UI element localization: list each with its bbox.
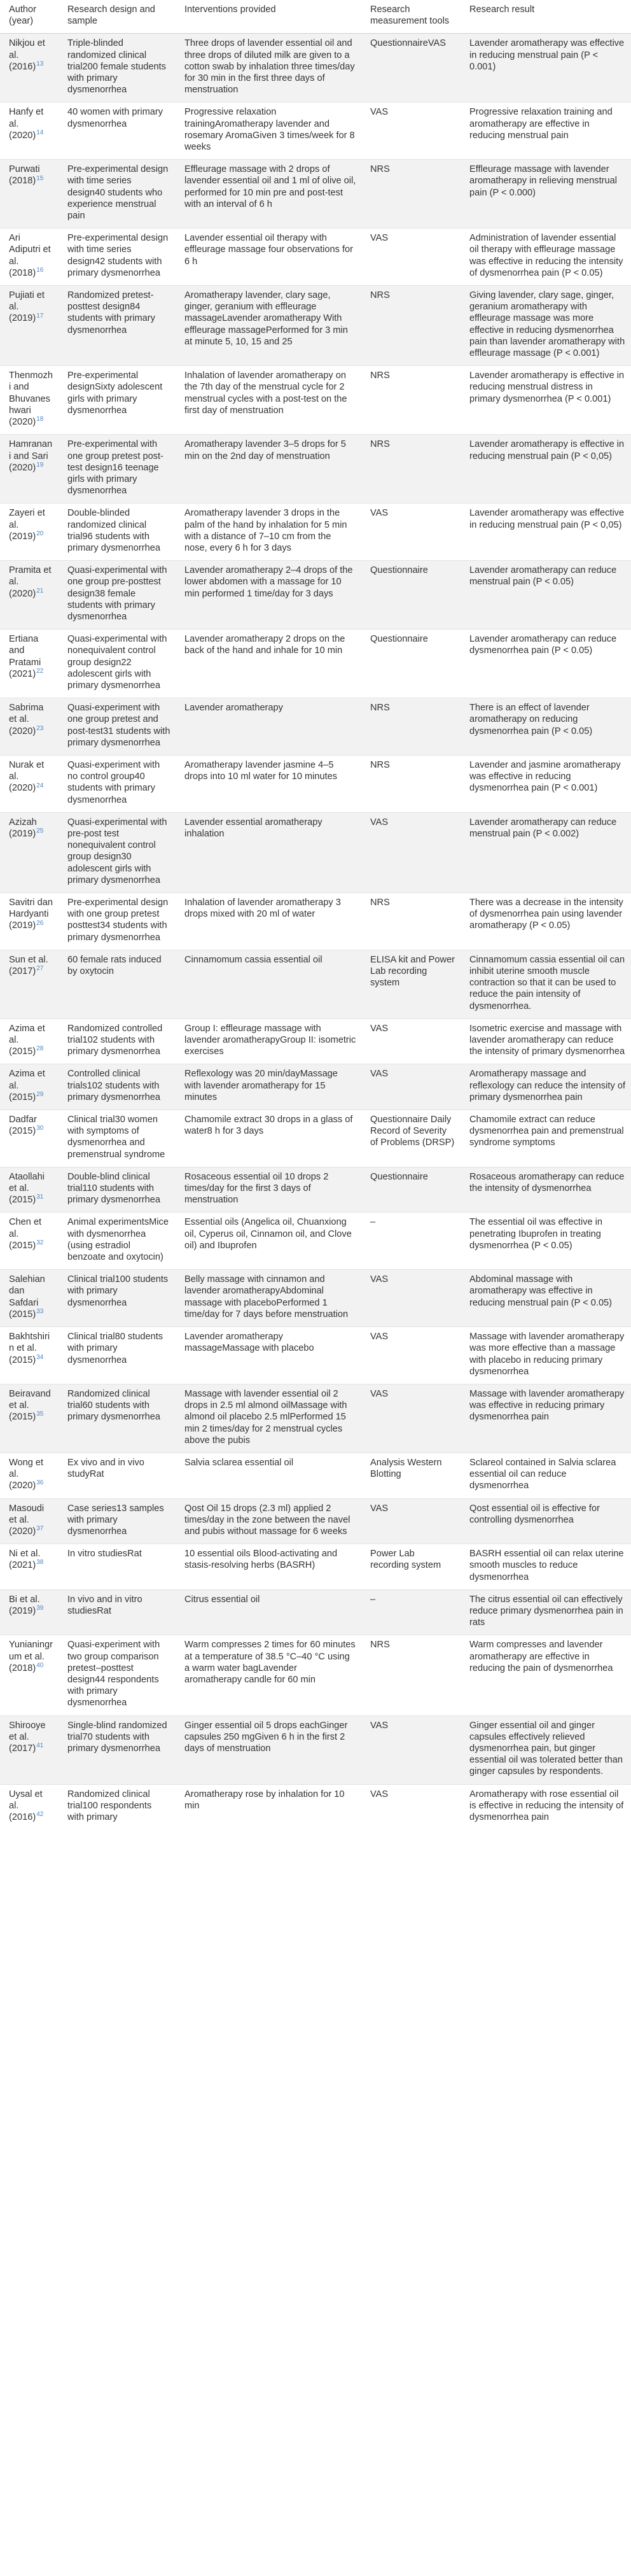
cell-tools: NRS <box>361 755 461 812</box>
cell-design: Pre-experimental design with one group pretest posttest34 students with primary dysmenorrhea <box>59 893 176 950</box>
author-text: Ertiana and Pratami (2021) <box>9 634 41 679</box>
cell-design: Randomized clinical trial60 students with primary dysmenorrhea <box>59 1384 176 1453</box>
table-row <box>0 160 631 229</box>
cell-interventions: Group I: effleurage massage with lavender aromatherapyGroup II: isometric exercises <box>176 1018 361 1064</box>
cell-result: Massage with lavender aromatherapy was effective in reducing primary dysmenorrhea pain <box>461 1384 631 1453</box>
table-row <box>0 1784 631 1829</box>
table-row <box>0 630 631 698</box>
cell-tools: Questionnaire <box>361 1167 461 1213</box>
cell-author <box>0 286 59 366</box>
cell-author <box>0 698 59 756</box>
reference-link[interactable]: 30 <box>36 1125 44 1132</box>
cell-design: Randomized controlled trial102 students with primary dysmenorrhea <box>59 1018 176 1064</box>
author-text: Yunianingrum et al. (2018) <box>9 1640 53 1673</box>
author-text: Hamranani and Sari (2020) <box>9 439 53 473</box>
reference-link[interactable]: 25 <box>36 827 44 835</box>
reference-link[interactable]: 21 <box>36 587 44 595</box>
header-design: Research design and sample <box>59 0 176 34</box>
cell-design: Double-blind clinical trial110 students with primary dysmenorrhea <box>59 1167 176 1213</box>
cell-author <box>0 1498 59 1544</box>
cell-author <box>0 1589 59 1635</box>
author-text: Nikjou et al. (2016) <box>9 38 45 72</box>
cell-interventions: Aromatherapy lavender 3–5 drops for 5 min on the 2nd day of menstruation <box>176 435 361 503</box>
table-row <box>0 1453 631 1498</box>
cell-author <box>0 34 59 102</box>
cell-author <box>0 561 59 630</box>
cell-author <box>0 1453 59 1498</box>
cell-tools: – <box>361 1589 461 1635</box>
table-row <box>0 1213 631 1270</box>
table-header <box>0 0 631 34</box>
cell-interventions: Cinnamomum cassia essential oil <box>176 950 361 1018</box>
cell-design: Clinical trial80 students with primary dysmenorrhea <box>59 1327 176 1384</box>
author-text: Bi et al. (2019) <box>9 1594 40 1616</box>
cell-author <box>0 950 59 1018</box>
table-row <box>0 1110 631 1167</box>
cell-interventions: Essential oils (Angelica oil, Chuanxiong oil, Cyperus oil, Cinnamon oil, and Clove oil) and Ibuprofen <box>176 1213 361 1270</box>
author-text: Shirooye et al. (2017) <box>9 1720 46 1754</box>
table-row <box>0 698 631 756</box>
cell-design: Clinical trial100 students with primary dysmenorrhea <box>59 1270 176 1327</box>
cell-design: Controlled clinical trials102 students with primary dysmenorrhea <box>59 1064 176 1110</box>
reference-link[interactable]: 16 <box>36 267 44 274</box>
cell-interventions: Lavender aromatherapy massageMassage with placebo <box>176 1327 361 1384</box>
cell-design: Pre-experimental design with time series design42 students with primary dysmenorrhea <box>59 229 176 286</box>
cell-tools: Power Lab recording system <box>361 1544 461 1590</box>
reference-link[interactable]: 28 <box>36 1045 44 1053</box>
author-text: Bakhtshirin et al. (2015) <box>9 1332 50 1365</box>
author-text: Azima et al. (2015) <box>9 1023 45 1057</box>
cell-result: Progressive relaxation training and aromatherapy are effective in reducing menstrual pain <box>461 102 631 160</box>
cell-interventions: Ginger essential oil 5 drops eachGinger capsules 250 mgGiven 6 h in the first 2 days of menstruation <box>176 1715 361 1784</box>
table-row <box>0 1635 631 1715</box>
reference-link[interactable]: 18 <box>36 416 44 423</box>
cell-author <box>0 1784 59 1829</box>
table-row <box>0 1270 631 1327</box>
cell-result: Lavender aromatherapy can reduce menstrual pain (P < 0.002) <box>461 812 631 892</box>
cell-design: Animal experimentsMice with dysmenorrhea (using estradiol benzoate and oxytocin) <box>59 1213 176 1270</box>
reference-link[interactable]: 20 <box>36 530 44 537</box>
author-text: Dadfar (2015) <box>9 1115 37 1137</box>
cell-interventions: Citrus essential oil <box>176 1589 361 1635</box>
cell-author <box>0 630 59 698</box>
reference-link[interactable]: 29 <box>36 1090 44 1098</box>
cell-author <box>0 1167 59 1213</box>
reference-link[interactable]: 34 <box>36 1353 44 1361</box>
cell-tools: NRS <box>361 366 461 435</box>
cell-design: Ex vivo and in vivo studyRat <box>59 1453 176 1498</box>
reference-link[interactable]: 32 <box>36 1239 44 1247</box>
cell-design: Case series13 samples with primary dysmenorrhea <box>59 1498 176 1544</box>
author-text: Uysal et al. (2016) <box>9 1789 43 1822</box>
table-row <box>0 1498 631 1544</box>
cell-result: Warm compresses and lavender aromatherapy are effective in reducing the pain of dysmenorrhea <box>461 1635 631 1715</box>
cell-tools: VAS <box>361 503 461 561</box>
cell-tools: NRS <box>361 435 461 503</box>
header-tools: Research measurement tools <box>361 0 461 34</box>
cell-interventions: Belly massage with cinnamon and lavender aromatherapyAbdominal massage with placeboPerformed 1 time/day for 7 days before menstruation <box>176 1270 361 1327</box>
cell-design: In vivo and in vitro studiesRat <box>59 1589 176 1635</box>
author-text: Salehian dan Safdari (2015) <box>9 1274 45 1320</box>
table-row <box>0 812 631 892</box>
table-row <box>0 1327 631 1384</box>
table-row <box>0 1167 631 1213</box>
cell-result: Abdominal massage with aromatherapy was effective in reducing menstrual pain (P < 0.05) <box>461 1270 631 1327</box>
cell-tools: VAS <box>361 1018 461 1064</box>
table-row <box>0 366 631 435</box>
cell-author <box>0 102 59 160</box>
cell-tools: Questionnaire <box>361 561 461 630</box>
author-text: Azizah (2019) <box>9 817 37 839</box>
cell-tools: VAS <box>361 1327 461 1384</box>
cell-design: In vitro studiesRat <box>59 1544 176 1590</box>
cell-tools: VAS <box>361 1270 461 1327</box>
cell-author <box>0 1110 59 1167</box>
author-text: Sun et al. (2017) <box>9 954 48 977</box>
cell-result: Lavender aromatherapy was effective in reducing menstrual pain (P < 0,05) <box>461 503 631 561</box>
table-row <box>0 435 631 503</box>
table-row <box>0 1589 631 1635</box>
cell-interventions: Aromatherapy lavender jasmine 4–5 drops into 10 ml water for 10 minutes <box>176 755 361 812</box>
reference-link[interactable]: 41 <box>36 1742 44 1750</box>
reference-link[interactable]: 14 <box>36 129 44 136</box>
table-row <box>0 503 631 561</box>
cell-tools: NRS <box>361 1635 461 1715</box>
cell-tools: NRS <box>361 698 461 756</box>
cell-design: Quasi-experimental with pre-post test nonequivalent control group design30 adolescent girls with primary dysmenorrhea <box>59 812 176 892</box>
table-row <box>0 1715 631 1784</box>
cell-design: Triple-blinded randomized clinical trial200 female students with primary dysmenorrhea <box>59 34 176 102</box>
cell-design: Clinical trial30 women with symptoms of dysmenorrhea and premenstrual syndrome <box>59 1110 176 1167</box>
cell-result: Chamomile extract can reduce dysmenorrhea pain and premenstrual syndrome symptoms <box>461 1110 631 1167</box>
reference-link[interactable]: 13 <box>36 60 44 67</box>
cell-author <box>0 435 59 503</box>
cell-result: Massage with lavender aromatherapy was more effective than a massage with placebo in reducing primary dysmenorrhea <box>461 1327 631 1384</box>
cell-interventions: Aromatherapy rose by inhalation for 10 min <box>176 1784 361 1829</box>
cell-interventions: Salvia sclarea essential oil <box>176 1453 361 1498</box>
cell-result: Qost essential oil is effective for controlling dysmenorrhea <box>461 1498 631 1544</box>
cell-interventions: Inhalation of lavender aromatherapy 3 drops mixed with 20 ml of water <box>176 893 361 950</box>
cell-tools: VAS <box>361 812 461 892</box>
header-interventions: Interventions provided <box>176 0 361 34</box>
cell-result: Administration of lavender essential oil therapy with effleurage massage was effective in reducing the intensity of dysmenorrhea pain (P < 0.05) <box>461 229 631 286</box>
cell-design: 60 female rats induced by oxytocin <box>59 950 176 1018</box>
cell-tools: VAS <box>361 1384 461 1453</box>
cell-tools: VAS <box>361 1064 461 1110</box>
table-row <box>0 1018 631 1064</box>
cell-result: Lavender aromatherapy can reduce dysmenorrhea pain (P < 0.05) <box>461 630 631 698</box>
cell-design: Double-blinded randomized clinical trial96 students with primary dysmenorrhea <box>59 503 176 561</box>
cell-author <box>0 1018 59 1064</box>
author-text: Pramita et al. (2020) <box>9 565 52 599</box>
author-text: Hanfy et al. (2020) <box>9 107 44 141</box>
cell-tools: VAS <box>361 229 461 286</box>
cell-design: Quasi-experimental with nonequivalent control group design22 adolescent girls with primary dysmenorrhea <box>59 630 176 698</box>
cell-result: There is an effect of lavender aromatherapy on reducing dysmenorrhea pain (P < 0.05) <box>461 698 631 756</box>
cell-design: Pre-experimental design with time series design40 students who experience menstrual pain <box>59 160 176 229</box>
table-body <box>0 34 631 1829</box>
cell-tools: Analysis Western Blotting <box>361 1453 461 1498</box>
reference-link[interactable]: 39 <box>36 1605 44 1612</box>
cell-tools: VAS <box>361 102 461 160</box>
reference-link[interactable]: 37 <box>36 1525 44 1533</box>
table-row <box>0 34 631 102</box>
cell-author <box>0 1213 59 1270</box>
cell-result: Ginger essential oil and ginger capsules effectively relieved dysmenorrhea pain, but ginger essential oil was tolerated better than ginger capsules by respondents. <box>461 1715 631 1784</box>
cell-result: Aromatherapy with rose essential oil is effective in reducing the intensity of dysmenorrhea pain <box>461 1784 631 1829</box>
cell-author <box>0 755 59 812</box>
author-text: Wong et al. (2020) <box>9 1457 44 1491</box>
table-row <box>0 893 631 950</box>
cell-result: BASRH essential oil can relax uterine smooth muscles to reduce dysmenorrhea <box>461 1544 631 1590</box>
cell-design: 40 women with primary dysmenorrhea <box>59 102 176 160</box>
cell-author <box>0 1384 59 1453</box>
author-text: Savitri dan Hardyanti (2019) <box>9 897 53 931</box>
cell-tools: NRS <box>361 160 461 229</box>
cell-interventions: Rosaceous essential oil 10 drops 2 times/day for the first 3 days of menstruation <box>176 1167 361 1213</box>
table-row <box>0 1544 631 1590</box>
cell-result: Lavender aromatherapy can reduce menstrual pain (P < 0.05) <box>461 561 631 630</box>
cell-result: Isometric exercise and massage with lavender aromatherapy can reduce the intensity of primary dysmenorrhea <box>461 1018 631 1064</box>
cell-result: Lavender aromatherapy is effective in reducing menstrual pain (P < 0,05) <box>461 435 631 503</box>
cell-interventions: Effleurage massage with 2 drops of lavender essential oil and 1 ml of olive oil, performed for 10 min pre and post-test with an interval of 6 h <box>176 160 361 229</box>
cell-tools: QuestionnaireVAS <box>361 34 461 102</box>
reference-link[interactable]: 17 <box>36 312 44 320</box>
cell-author <box>0 503 59 561</box>
cell-interventions: Progressive relaxation trainingAromatherapy lavender and rosemary AromaGiven 3 times/week for 8 weeks <box>176 102 361 160</box>
cell-interventions: Warm compresses 2 times for 60 minutes at a temperature of 38.5 °C–40 °C using a warm water bagLavender aromatherapy candle for 60 min <box>176 1635 361 1715</box>
table-row <box>0 950 631 1018</box>
cell-result: Effleurage massage with lavender aromatherapy in relieving menstrual pain (P < 0.000) <box>461 160 631 229</box>
cell-interventions: Reflexology was 20 min/dayMassage with lavender aromatherapy for 15 minutes <box>176 1064 361 1110</box>
author-text: Chen et al. (2015) <box>9 1217 42 1251</box>
author-text: Zayeri et al. (2019) <box>9 508 45 542</box>
cell-design: Randomized clinical trial100 respondents with primary <box>59 1784 176 1829</box>
cell-design: Pre-experimental designSixty adolescent girls with primary dysmenorrhea <box>59 366 176 435</box>
cell-result: Lavender aromatherapy is effective in reducing menstrual distress in primary dysmenorrhea (P < 0.001) <box>461 366 631 435</box>
reference-link[interactable]: 38 <box>36 1559 44 1566</box>
cell-author <box>0 1327 59 1384</box>
cell-interventions: Qost Oil 15 drops (2.3 ml) applied 2 times/day in the zone between the navel and pubis without massage for 6 weeks <box>176 1498 361 1544</box>
cell-author <box>0 1715 59 1784</box>
cell-interventions: Lavender aromatherapy <box>176 698 361 756</box>
header-row <box>0 0 631 34</box>
cell-interventions: 10 essential oils Blood-activating and stasis-resolving herbs (BASRH) <box>176 1544 361 1590</box>
cell-interventions: Aromatherapy lavender 3 drops in the palm of the hand by inhalation for 5 min with a distance of 7–10 cm from the nose, every 6 h for 3 days <box>176 503 361 561</box>
cell-interventions: Lavender essential aromatherapy inhalation <box>176 812 361 892</box>
cell-interventions: Lavender essential oil therapy with effleurage massage four observations for 6 h <box>176 229 361 286</box>
cell-tools: NRS <box>361 286 461 366</box>
cell-tools: VAS <box>361 1715 461 1784</box>
cell-tools: VAS <box>361 1784 461 1829</box>
cell-author <box>0 1635 59 1715</box>
reference-link[interactable]: 31 <box>36 1193 44 1201</box>
table-row <box>0 561 631 630</box>
cell-design: Quasi-experiment with no control group40 students with primary dysmenorrhea <box>59 755 176 812</box>
cell-author <box>0 229 59 286</box>
cell-design: Single-blind randomized trial70 students with primary dysmenorrhea <box>59 1715 176 1784</box>
cell-result: There was a decrease in the intensity of dysmenorrhea pain using lavender aromatherapy (P < 0.05) <box>461 893 631 950</box>
cell-interventions: Lavender aromatherapy 2 drops on the back of the hand and inhale for 10 min <box>176 630 361 698</box>
cell-tools: – <box>361 1213 461 1270</box>
cell-design: Quasi-experiment with one group pretest and post-test31 students with primary dysmenorrhea <box>59 698 176 756</box>
reference-link[interactable]: 40 <box>36 1661 44 1669</box>
author-text: Azima et al. (2015) <box>9 1069 45 1102</box>
table-row <box>0 102 631 160</box>
cell-result: Giving lavender, clary sage, ginger, geranium aromatherapy with effleurage massage was more effective in reducing dysmenorrhea pain than lavender aromatherapy with effleurage massage (P < 0.001) <box>461 286 631 366</box>
cell-result: Aromatherapy massage and reflexology can reduce the intensity of primary dysmenorrhea pain <box>461 1064 631 1110</box>
author-text: Ataollahi et al. (2015) <box>9 1171 45 1206</box>
cell-result: Sclareol contained in Salvia sclarea essential oil can reduce dysmenorrhea <box>461 1453 631 1498</box>
cell-design: Quasi-experiment with two group comparison pretest–posttest design44 respondents with primary dysmenorrhea <box>59 1635 176 1715</box>
cell-tools: ELISA kit and Power Lab recording system <box>361 950 461 1018</box>
cell-tools: Questionnaire <box>361 630 461 698</box>
author-text: Ari Adiputri et al. (2018) <box>9 233 51 278</box>
cell-tools: VAS <box>361 1498 461 1544</box>
cell-result: The citrus essential oil can effectively reduce primary dysmenorrhea pain in rats <box>461 1589 631 1635</box>
reference-link[interactable]: 22 <box>36 667 44 675</box>
author-text: Ni et al. (2021) <box>9 1549 41 1571</box>
cell-design: Pre-experimental with one group pretest post-test design16 teenage girls with primary dysmenorrhea <box>59 435 176 503</box>
reference-link[interactable]: 36 <box>36 1479 44 1487</box>
table-row <box>0 1384 631 1453</box>
author-text: Pujiati et al. (2019) <box>9 290 45 324</box>
reference-link[interactable]: 27 <box>36 965 44 973</box>
author-text: Sabrima et al. (2020) <box>9 703 44 736</box>
cell-author <box>0 366 59 435</box>
author-text: Purwati (2018) <box>9 164 40 187</box>
cell-interventions: Lavender aromatherapy 2–4 drops of the lower abdomen with a massage for 10 min performed 1 time/day for 3 days <box>176 561 361 630</box>
author-text: Nurak et al. (2020) <box>9 759 45 794</box>
cell-author <box>0 812 59 892</box>
reference-link[interactable]: 33 <box>36 1308 44 1316</box>
cell-tools: NRS <box>361 893 461 950</box>
reference-link[interactable]: 24 <box>36 782 44 789</box>
cell-interventions: Three drops of lavender essential oil and three drops of diluted milk are given to a cotton swab by inhalation three times/day for 30 min in the first three days of menstruation <box>176 34 361 102</box>
cell-design: Quasi-experimental with one group pre-posttest design38 female students with primary dysmenorrhea <box>59 561 176 630</box>
cell-design: Randomized pretest-posttest design84 students with primary dysmenorrhea <box>59 286 176 366</box>
cell-result: Lavender and jasmine aromatherapy was effective in reducing dysmenorrhea pain (P < 0.001) <box>461 755 631 812</box>
cell-result: The essential oil was effective in penetrating Ibuprofen in treating dysmenorrhea (P < 0.05) <box>461 1213 631 1270</box>
table-row <box>0 755 631 812</box>
reference-link[interactable]: 26 <box>36 919 44 927</box>
cell-author <box>0 160 59 229</box>
cell-author <box>0 893 59 950</box>
cell-author <box>0 1270 59 1327</box>
cell-author <box>0 1064 59 1110</box>
reference-link[interactable]: 23 <box>36 724 44 732</box>
cell-result: Cinnamomum cassia essential oil can inhibit uterine smooth muscle contraction so that it can be used to reduce the pain intensity of dysmenorrhea. <box>461 950 631 1018</box>
reference-link[interactable]: 42 <box>36 1811 44 1819</box>
cell-result: Lavender aromatherapy was effective in reducing menstrual pain (P < 0.001) <box>461 34 631 102</box>
reference-link[interactable]: 35 <box>36 1411 44 1418</box>
header-result: Research result <box>461 0 631 34</box>
cell-interventions: Massage with lavender essential oil 2 drops in 2.5 ml almond oilMassage with almond oil placebo 2.5 mlPerformed 15 min 2 times/day for 2 menstrual cycles above the pubis <box>176 1384 361 1453</box>
cell-author <box>0 1544 59 1590</box>
author-text: Thenmozhi and Bhuvaneshwari (2020) <box>9 370 53 428</box>
cell-result: Rosaceous aromatherapy can reduce the intensity of dysmenorrhea <box>461 1167 631 1213</box>
table-row <box>0 229 631 286</box>
header-author: Author (year) <box>0 0 59 34</box>
cell-interventions: Chamomile extract 30 drops in a glass of water8 h for 3 days <box>176 1110 361 1167</box>
cell-interventions: Inhalation of lavender aromatherapy on the 7th day of the menstrual cycle for 2 menstrual cycles with a post-test on the first day of menstruation <box>176 366 361 435</box>
table-row <box>0 286 631 366</box>
cell-tools: Questionnaire Daily Record of Severity of Problems (DRSP) <box>361 1110 461 1167</box>
reference-link[interactable]: 15 <box>36 174 44 182</box>
reference-link[interactable]: 19 <box>36 461 44 468</box>
cell-interventions: Aromatherapy lavender, clary sage, ginger, geranium with effleurage massageLavender aromatherapy With effleurage massagePerformed for 3 min at minute 5, 10, 15 and 25 <box>176 286 361 366</box>
author-text: Masoudi et al. (2020) <box>9 1503 45 1537</box>
table-row <box>0 1064 631 1110</box>
author-text: Beiravand et al. (2015) <box>9 1388 51 1423</box>
